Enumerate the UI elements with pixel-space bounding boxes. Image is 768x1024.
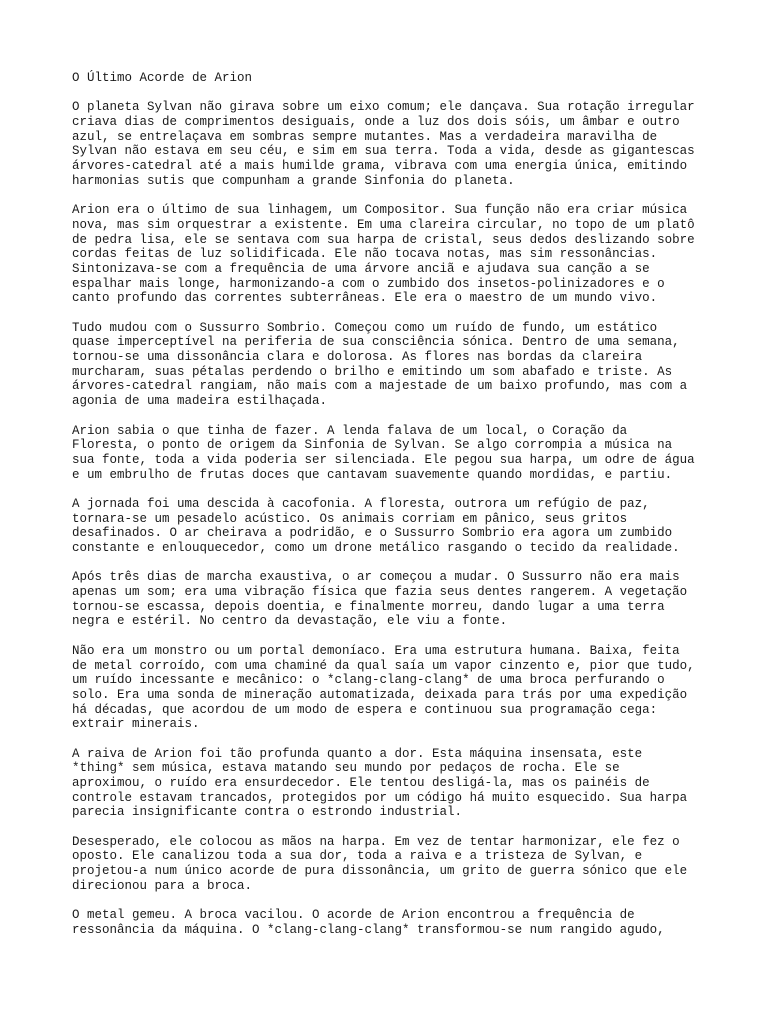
text-line: apenas um som; era uma vibração física que fazia seus dentes rangerem. A vegetação: [72, 585, 688, 600]
text-line: direcionou para a broca.: [72, 878, 253, 893]
text-line: árvores-catedral rangiam, não mais com a majestade de um baixo profundo, mas com a: [72, 379, 688, 394]
text-line: Arion era o último de sua linhagem, um Compositor. Sua função não era criar música: [72, 203, 688, 218]
text-line: controle estavam trancados, protegidos por um código há muito esquecido. Sua harpa: [72, 790, 688, 805]
text-line: solo. Era uma sonda de mineração automatizada, deixada para trás por uma expedição: [72, 687, 688, 702]
paragraph: [72, 835, 702, 894]
text-line: Arion sabia o que tinha de fazer. A lenda falava de um local, o Coração da: [72, 423, 628, 438]
text-line: azul, se entrelaçava em sombras sempre mutantes. Mas a verdadeira maravilha de: [72, 129, 658, 144]
text-line: ressonância da máquina. O *clang-clang-clang* transformou-se num rangido agudo,: [72, 922, 665, 937]
paragraph: [72, 747, 702, 820]
text-line: um ruído incessante e mecânico: o *clang-clang-clang* de uma broca perfurando o: [72, 673, 665, 688]
text-line: murcharam, suas pétalas perdendo o brilho e emitindo um som abafado e triste. As: [72, 364, 673, 379]
text-line: de metal corroído, com uma chaminé da qual saía um vapor cinzento e, pior que tudo,: [72, 658, 695, 673]
text-line: Tudo mudou com o Sussurro Sombrio. Começou como um ruído de fundo, um estático: [72, 320, 658, 335]
text-line: tornara-se um pesadelo acústico. Os animais corriam em pânico, seus gritos: [72, 511, 628, 526]
text-line: tornou-se escassa, depois doentia, e finalmente morreu, dando lugar a uma terra: [72, 599, 665, 614]
text-line: espalhar mais longe, harmonizando-a com o zumbido dos insetos-polinizadores e o: [72, 276, 665, 291]
text-line: quase imperceptível na periferia de sua consciência sónica. Dentro de uma semana,: [72, 335, 680, 350]
text-line: agonia de uma madeira estilhaçada.: [72, 394, 328, 409]
paragraph: [72, 424, 702, 483]
text-line: harmonias sutis que compunham a grande Sinfonia do planeta.: [72, 173, 515, 188]
text-line: Após três dias de marcha exaustiva, o ar começou a mudar. O Sussurro não era mais: [72, 570, 680, 585]
paragraph: [72, 570, 702, 629]
text-line: aproximou, o ruído era ensurdecedor. Ele tentou desligá-la, mas os painéis de: [72, 776, 650, 790]
text-line: O planeta Sylvan não girava sobre um eixo comum; ele dançava. Sua rotação irregular: [72, 100, 695, 115]
text-line: criava dias de comprimentos desiguais, onde a luz dos dois sóis, um âmbar e outro: [72, 115, 680, 130]
text-line: desafinados. O ar cheirava a podridão, e o Sussurro Sombrio era agora um zumbido: [72, 526, 673, 541]
paragraph: [72, 321, 702, 409]
text-line: Sylvan não estava em seu céu, e sim em sua terra. Toda a vida, desde as gigantescas: [72, 144, 695, 159]
text-line: oposto. Ele canalizou toda a sua dor, toda a raiva e a tristeza de Sylvan, e: [72, 849, 643, 864]
text-line: tornou-se uma dissonância clara e dolorosa. As flores nas bordas da clareira: [72, 350, 643, 365]
text-line: O metal gemeu. A broca vacilou. O acorde de Arion encontrou a frequência de: [72, 908, 635, 923]
text-line: nova, mas sim orquestrar a existente. Em uma clareira circular, no topo de um platô: [72, 217, 695, 232]
text-line: projetou-a num único acorde de pura dissonância, um grito de guerra sónico que ele: [72, 864, 688, 879]
text-line: há décadas, que acordou de um modo de espera e continuou sua programação cega:: [72, 702, 658, 717]
text-line: Floresta, o ponto de origem da Sinfonia de Sylvan. Se algo corrompia a música na: [72, 438, 673, 453]
text-line: constante e enlouquecedor, como um drone metálico rasgando o tecido da realidade.: [72, 541, 680, 555]
text-line: Não era um monstro ou um portal demoníaco. Era uma estrutura humana. Baixa, feita: [72, 643, 680, 658]
text-line: A raiva de Arion foi tão profunda quanto a dor. Esta máquina insensata, este: [72, 746, 643, 761]
text-line: Sintonizava-se com a frequência de uma árvore anciã e ajudava sua canção a se: [72, 261, 650, 276]
document-page: [72, 71, 702, 952]
text-line: negra e estéril. No centro da devastação, ele viu a fonte.: [72, 614, 508, 629]
text-line: extrair minerais.: [72, 717, 200, 732]
text-line: *thing* sem música, estava matando seu mundo por pedaços de rocha. Ele se: [72, 761, 620, 776]
text-line: A jornada foi uma descida à cacofonia. A floresta, outrora um refúgio de paz,: [72, 496, 650, 511]
paragraph: [72, 497, 702, 556]
text-line: Desesperado, ele colocou as mãos na harpa. Em vez de tentar harmonizar, ele fez o: [72, 834, 680, 849]
paragraph: [72, 908, 702, 937]
paragraph: [72, 644, 702, 732]
paragraph: [72, 203, 702, 306]
text-line: de pedra lisa, ele se sentava com sua harpa de cristal, seus dedos deslizando sobre: [72, 232, 695, 247]
text-line: parecia insignificante contra o estrondo industrial.: [72, 805, 463, 820]
text-line: árvores-catedral até a mais humilde grama, vibrava com uma energia única, emitindo: [72, 159, 688, 174]
paragraph: [72, 100, 702, 188]
document-body: [72, 100, 702, 937]
text-line: sua fonte, toda a vida poderia ser silenciada. Ele pegou sua harpa, um odre de água: [72, 452, 695, 467]
document-title: O Último Acorde de Arion: [72, 71, 253, 85]
text-line: cordas feitas de luz solidificada. Ele não tocava notas, mas sim ressonâncias.: [72, 247, 658, 262]
text-line: e um embrulho de frutas doces que cantavam suavemente quando mordidas, e partiu.: [72, 467, 673, 482]
text-line: canto profundo das correntes subterrâneas. Ele era o maestro de um mundo vivo.: [72, 291, 658, 306]
